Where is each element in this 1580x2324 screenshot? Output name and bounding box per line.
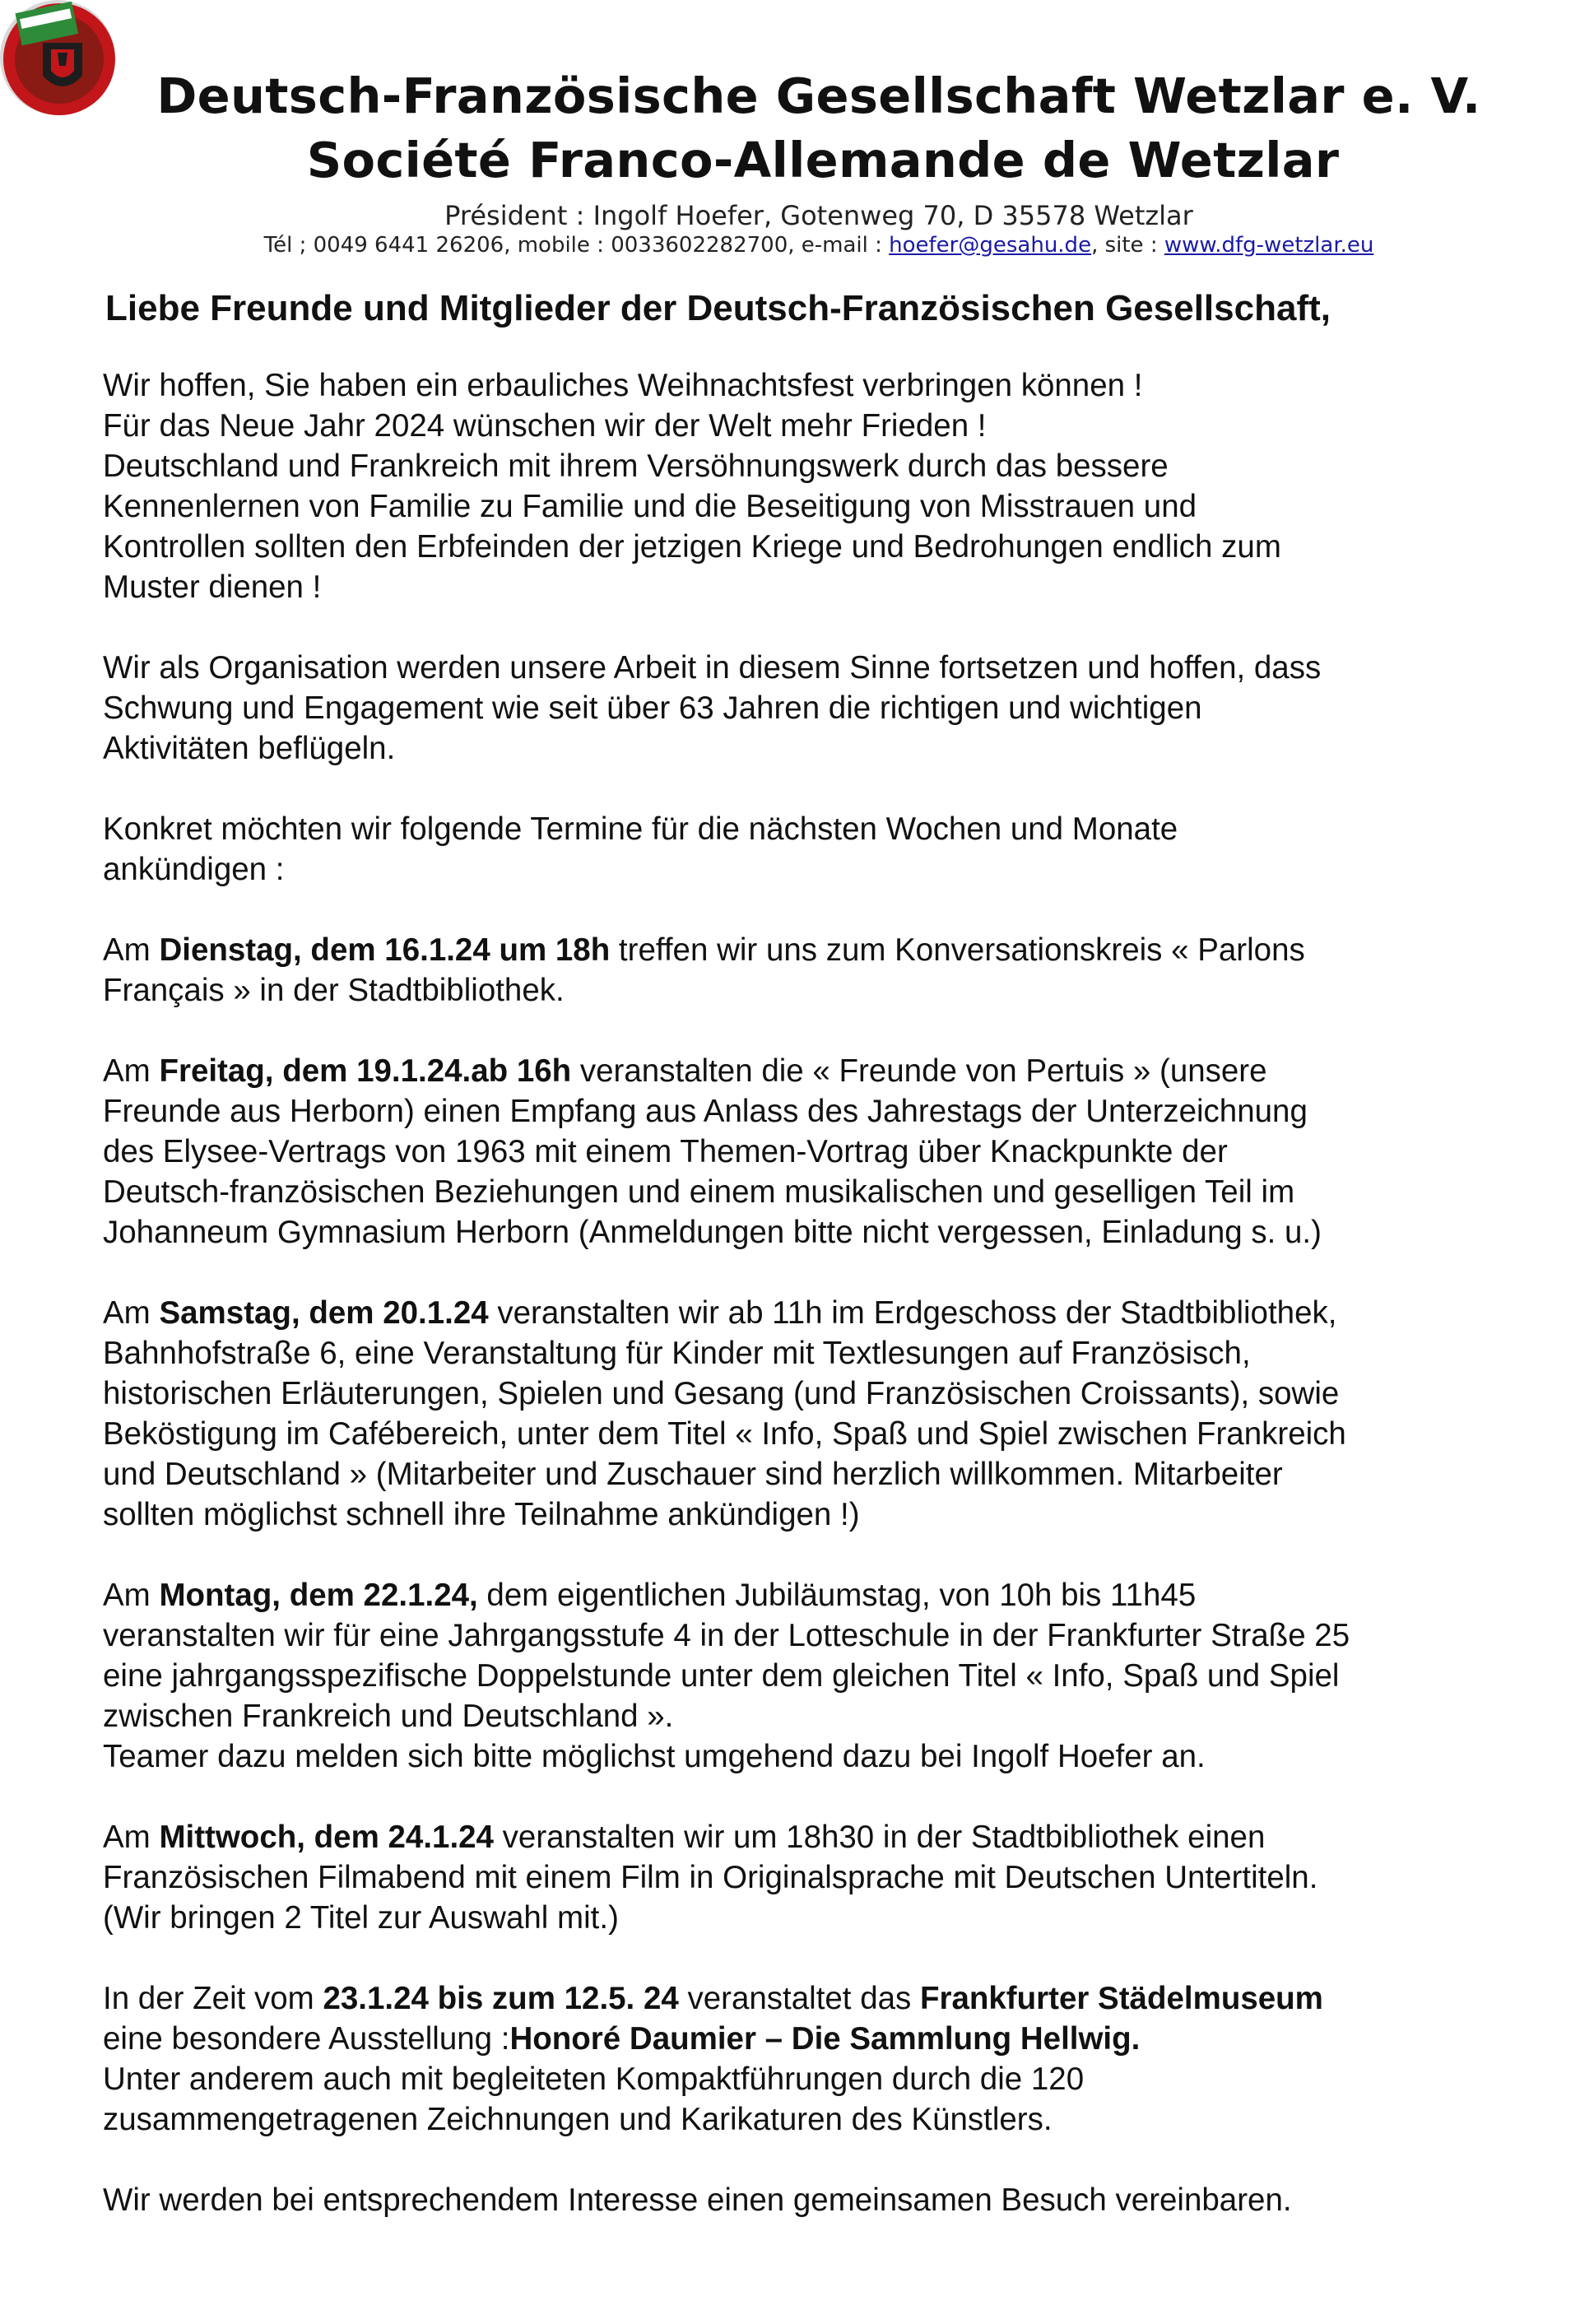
text-line: Bahnhofstraße 6, eine Veranstaltung für Kinder mit Textlesungen auf Französisch, (103, 1336, 1251, 1371)
paragraph-announce (103, 809, 1502, 890)
text-line: Aktivitäten beflügeln. (103, 731, 396, 766)
museum-name: Frankfurter Städelmuseum (919, 1981, 1323, 2016)
event-tuesday (103, 930, 1502, 1011)
event-prefix: Am (103, 1578, 160, 1613)
text-line: Teamer dazu melden sich bitte möglichst umgehend dazu bei Ingolf Hoefer an. (103, 1739, 1206, 1774)
greeting: Liebe Freunde und Mitglieder der Deutsch-Französischen Gesellschaft, (105, 288, 1331, 328)
text-line: und Deutschland » (Mitarbeiter und Zuschauer sind herzlich willkommen. Mitarbeiter (103, 1457, 1283, 1492)
event-heading-line (103, 1817, 1502, 1857)
event-text: treffen wir uns zum Konversationskreis « Parlons (610, 932, 1305, 968)
event-prefix: Am (103, 1295, 160, 1331)
president-line: Président : Ingolf Hoefer, Gotenweg 70, D 35578 Wetzlar (444, 200, 1193, 231)
event-date: Mittwoch, dem 24.1.24 (159, 1820, 494, 1855)
event-prefix: Am (103, 1053, 160, 1089)
text-line: Unter anderem auch mit begleiteten Kompaktführungen durch die 120 (103, 2061, 1085, 2097)
text-line: Kontrollen sollten den Erbfeinden der jetzigen Kriege und Bedrohungen endlich zum (103, 529, 1281, 565)
event-date: 23.1.24 bis zum 12.5. 24 (323, 1981, 679, 2016)
title-german: Deutsch-Französische Gesellschaft Wetzlar e. V. (156, 67, 1481, 124)
text-line: Muster dienen ! (103, 569, 322, 605)
letterhead (0, 64, 1580, 258)
text-line: Wir hoffen, Sie haben ein erbauliches Weihnachtsfest verbringen können ! (103, 368, 1143, 403)
event-date: Montag, dem 22.1.24, (159, 1578, 478, 1613)
email-link[interactable]: hoefer@gesahu.de (889, 233, 1092, 258)
text-line: Kennenlernen von Familie zu Familie und die Beseitigung von Misstrauen und (103, 489, 1197, 524)
event-text: veranstalten wir ab 11h im Erdgeschoss der Stadtbibliothek, (488, 1295, 1337, 1331)
event-text: veranstaltet das (678, 1981, 920, 2016)
text-line: historischen Erläuterungen, Spielen und Gesang (und Französischen Croissants), sowie (103, 1376, 1340, 1411)
event-heading-line (103, 1575, 1502, 1615)
event-prefix: In der Zeit vom (103, 1981, 323, 2016)
text-line: Konkret möchten wir folgende Termine für die nächsten Wochen und Monate (103, 811, 1178, 847)
text-line: des Elysee-Vertrags von 1963 mit einem Themen-Vortrag über Knackpunkte der (103, 1134, 1228, 1169)
text-line: ankündigen : (103, 852, 285, 887)
text-line: Johanneum Gymnasium Herborn (Anmeldungen bitte nicht vergessen, Einladung s. u.) (103, 1215, 1322, 1250)
event-wednesday (103, 1817, 1502, 1938)
letter-body (103, 286, 1502, 2261)
text-line: (Wir bringen 2 Titel zur Auswahl mit.) (103, 1900, 619, 1936)
event-text: dem eigentlichen Jubiläumstag, von 10h bis 11h45 (477, 1578, 1197, 1613)
contact-line (58, 232, 1580, 258)
website-link[interactable]: www.dfg-wetzlar.eu (1164, 233, 1374, 258)
text-line: Für das Neue Jahr 2024 wünschen wir der Welt mehr Frieden ! (103, 408, 987, 444)
event-heading-line (103, 930, 1502, 970)
event-heading-line (103, 1293, 1502, 1333)
paragraph-wishes (103, 365, 1502, 607)
text-line: eine jahrgangsspezifische Doppelstunde unter dem gleichen Titel « Info, Spaß und Spiel (103, 1658, 1340, 1694)
text-line: zwischen Frankreich und Deutschland ». (103, 1699, 674, 1734)
event-text: veranstalten die « Freunde von Pertuis » (unsere (571, 1053, 1267, 1089)
event-heading-line (103, 1051, 1502, 1091)
text-line: veranstalten wir für eine Jahrgangsstufe 4 in der Lotteschule in der Frankfurter Straße 25 (103, 1618, 1350, 1653)
exhibition-title-line (103, 2019, 1502, 2059)
text-line: Schwung und Engagement wie seit über 63 Jahren die richtigen und wichtigen (103, 690, 1202, 726)
paragraph-organisation (103, 648, 1502, 769)
event-date: Dienstag, dem 16.1.24 um 18h (159, 932, 611, 968)
event-saturday (103, 1293, 1502, 1535)
event-prefix: Am (103, 1820, 160, 1855)
event-heading-line (103, 1978, 1502, 2019)
event-text: eine besondere Ausstellung : (103, 2021, 510, 2057)
text-line: zusammengetragenen Zeichnungen und Karikaturen des Künstlers. (103, 2102, 1053, 2137)
event-friday (103, 1051, 1502, 1253)
text-line: Französischen Filmabend mit einem Film in Originalsprache mit Deutschen Untertiteln. (103, 1860, 1318, 1895)
event-prefix: Am (103, 932, 160, 968)
site-prefix: , site : (1091, 233, 1164, 258)
text-line: Français » in der Stadtbibliothek. (103, 973, 565, 1008)
text-line: sollten möglichst schnell ihre Teilnahme ankündigen !) (103, 1497, 860, 1532)
event-exhibition (103, 1978, 1502, 2140)
exhibition-title: Honoré Daumier – Die Sammlung Hellwig. (509, 2021, 1141, 2057)
event-monday (103, 1575, 1502, 1777)
text-line: Wir als Organisation werden unsere Arbeit in diesem Sinne fortsetzen und hoffen, dass (103, 650, 1322, 686)
event-date: Freitag, dem 19.1.24.ab 16h (159, 1053, 572, 1089)
title-french: Société Franco-Allemande de Wetzlar (306, 132, 1340, 188)
text-line: Deutschland und Frankreich mit ihrem Versöhnungswerk durch das bessere (103, 449, 1169, 484)
contact-prefix: Tél ; 0049 6441 26206, mobile : 0033602282700, e-mail : (263, 233, 890, 258)
text-line: Freunde aus Herborn) einen Empfang aus Anlass des Jahrestags der Unterzeichnung (103, 1094, 1308, 1129)
event-text: veranstalten wir um 18h30 in der Stadtbibliothek einen (493, 1820, 1266, 1855)
text-line: Beköstigung im Cafébereich, unter dem Titel « Info, Spaß und Spiel zwischen Frankreich (103, 1416, 1346, 1452)
event-date: Samstag, dem 20.1.24 (159, 1295, 489, 1331)
text-line: Deutsch-französischen Beziehungen und einem musikalischen und geselligen Teil im (103, 1174, 1295, 1210)
closing-line: Wir werden bei entsprechendem Interesse einen gemeinsamen Besuch vereinbaren. (103, 2182, 1292, 2218)
